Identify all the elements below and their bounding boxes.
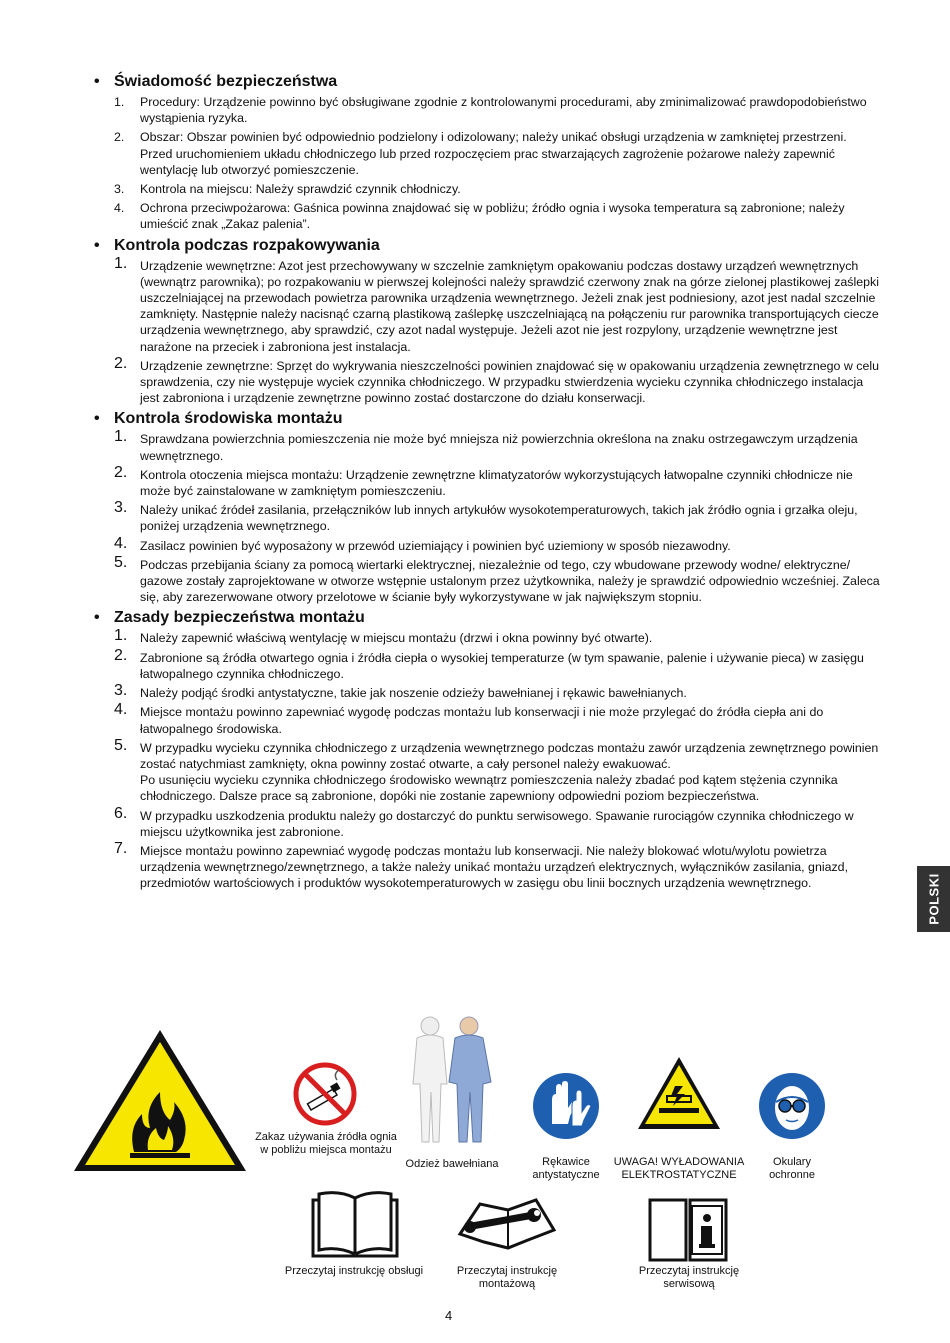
list-item <box>94 463 884 499</box>
section <box>94 236 884 407</box>
section-title <box>94 236 884 256</box>
list-item <box>94 682 884 701</box>
list-item <box>94 627 884 646</box>
bullet-icon: • <box>94 73 100 90</box>
item-number: 7. <box>114 839 128 857</box>
gloves-caption: Rękawice antystatyczne <box>532 1156 600 1181</box>
item-number: 2. <box>114 463 128 481</box>
language-tab <box>917 866 950 932</box>
item-text: Zasilacz powinien być wyposażony w przewód uziemiający i powinien być uziemiony w sposób niezawodny. <box>140 538 731 553</box>
item-number: 2. <box>114 646 128 664</box>
list-item <box>94 804 884 840</box>
list-item <box>94 254 884 355</box>
item-text: W przypadku uszkodzenia produktu należy go dostarczyć do punktu serwisowego. Spawanie rurociągów czynnika chłodniczego w miejscu użytkownika jest zabronione. <box>140 808 854 839</box>
item-text: Miejsce montażu powinno zapewniać wygodę podczas montażu lub konserwacji i nie może przylegać do źródła ciepła ani do łatwopalnego środowiska. <box>140 705 824 736</box>
item-text: Miejsce montażu powinno zapewniać wygodę podczas montażu lub konserwacji. Nie należy blokować wlotu/wylotu powietrza urządzenia wewnętrznego/zewnętrznego, a także należy unikać montażu urządzeń elektrycznych, wyłączników zasilania, gniazd, przedmiotów wartościowych i produktów wysokotemperaturowych w zasięgu obu linii bocznych urządzenia wewnętrznego. <box>140 843 849 891</box>
section <box>94 608 884 891</box>
document-body <box>94 72 884 895</box>
list-item <box>94 354 884 407</box>
item-text: Ochrona przeciwpożarowa: Gaśnica powinna znajdować się w pobliżu; źródło ognia i wysoka temperatura są zabronione; należy umieścić znak „Zakaz palenia”. <box>140 201 845 232</box>
item-text: Zabronione są źródła otwartego ognia i źródła ciepła o wysokiej temperaturze (w tym spawanie, palenie i używanie pieca) w zasięgu łatwopalnego czynnika chłodniczego. <box>140 650 864 681</box>
no-fire-icon <box>293 1062 357 1126</box>
item-text: Przed uruchomieniem układu chłodniczego lub przed rozpoczęciem prac stwarzających zagrożenie pożarowe należy zapewnić wentylację lub otworzyć pomieszczenie. <box>140 146 835 177</box>
section-title <box>94 409 884 429</box>
section-title <box>94 608 884 628</box>
goggles-caption: Okulary ochronne <box>769 1156 815 1181</box>
item-text: Należy unikać źródeł zasilania, przełączników lub innych artykułów wysokotemperaturowych, takich jak źródło ognia i grzałka oleju, poniżej urządzenia wewnętrznego. <box>140 503 858 534</box>
no-fire-caption: Zakaz używania źródła ognia w pobliżu miejsca montażu <box>255 1131 397 1156</box>
list-item <box>94 94 884 126</box>
language-tab-label: POLSKI <box>926 873 941 925</box>
list-item <box>94 428 884 463</box>
info-book-icon <box>648 1196 728 1262</box>
esd-caption: UWAGA! WYŁADOWANIA ELEKTROSTATYCZNE <box>613 1156 745 1181</box>
item-number: 1. <box>114 627 128 645</box>
item-text: Urządzenie zewnętrzne: Sprzęt do wykrywania nieszczelności powinien znajdować się w opakowaniu urządzenia zewnętrznego w celu sprawdzenia, czy nie występuje wyciek czynnika chłodniczego. W przypadku stwierdzenia wycieku czynnika chłodniczego instalacja jest zabroniona i urządzenie zewnętrzne powinno zostać dostarczone do działu konserwacji. <box>140 358 880 406</box>
item-text: Sprawdzana powierzchnia pomieszczenia nie może być mniejsza niż powierzchnia określona na znaku ostrzegawczym urządzenia wewnętrznego. <box>140 432 858 463</box>
read-operation-caption: Przeczytaj instrukcję obsługi <box>284 1265 424 1277</box>
section-title-text: Kontrola środowiska montażu <box>114 410 343 428</box>
item-text: Obszar: Obszar powinien być odpowiednio podzielony i odizolowany; należy unikać obsługi urządzenia w zamkniętej przestrzeni. <box>140 130 847 145</box>
item-number: 4. <box>114 201 125 216</box>
item-text: W przypadku wycieku czynnika chłodniczego z urządzenia wewnętrznego podczas montażu zawór urządzenia zewnętrznego powinien zostać natychmiast zamknięty, okna powinny zostać otwarte, a cały personel należy ewakuować. <box>140 740 879 771</box>
item-number: 2. <box>114 130 125 145</box>
item-number: 2. <box>114 354 128 372</box>
list-item <box>94 701 884 736</box>
list-item <box>94 646 884 682</box>
bullet-icon: • <box>94 236 100 254</box>
wrench-book-icon <box>458 1196 556 1252</box>
item-list <box>94 428 884 605</box>
bullet-icon: • <box>94 609 100 627</box>
item-text: Należy zapewnić właściwą wentylację w miejscu montażu (drzwi i okna powinny być otwarte). <box>140 631 653 646</box>
item-text: Podczas przebijania ściany za pomocą wiertarki elektrycznej, niezależnie od tego, czy wbudowane przewody wodne/ elektryczne/ gazowe zostały zaprojektowane w otworze wstępnie ustalonym przez użytkownika, należy je sprawdzić odpowiednio wcześniej. Zaleca się, aby zarezerwowane otwory przelotowe w ścianie były wykorzystywane w jak największym stopniu. <box>140 557 880 605</box>
list-item <box>94 839 884 892</box>
cotton-clothing-icon <box>405 1014 500 1144</box>
item-number: 5. <box>114 736 128 754</box>
item-number: 3. <box>114 682 128 700</box>
esd-warning-icon <box>637 1056 721 1130</box>
section-title-text: Zasady bezpieczeństwa montażu <box>114 609 365 627</box>
gloves-icon <box>532 1072 600 1140</box>
flammable-warning-icon <box>72 1028 248 1174</box>
item-number: 1. <box>114 254 128 272</box>
item-text: Urządzenie wewnętrzne: Azot jest przechowywany w szczelnie zamkniętym opakowaniu podczas dostawy urządzeń wewnętrznych (wewnątrz parownika); po rozpakowaniu w pierwszej kolejności należy sprawdzić czerwony znak na górze zielonej plastikowej zaślepki uszczelniającej na przewodach powietrza parownika urządzenia wewnętrznego. Jeżeli znak jest podniesiony, azot jest nadal szczelnie zamknięty. Następnie należy nacisnąć czarną plastikową zaślepkę uszczelniającą na połączeniu rur parownika transportujących ciecze urządzenia wewnętrznego, aby sprawdzić, czy azot nadal występuje. Jeżeli azot nie jest rozpylony, urządzenie wewnętrzne jest narażone na przeciek i zabroniona jest instalacja. <box>140 258 879 354</box>
page-number: 4 <box>445 1308 453 1323</box>
section <box>94 409 884 605</box>
book-icon <box>309 1190 401 1260</box>
section-title-text: Świadomość bezpieczeństwa <box>114 73 338 90</box>
list-item <box>94 200 884 232</box>
item-number: 1. <box>114 95 125 109</box>
item-text: Kontrola otoczenia miejsca montażu: Urządzenie zewnętrzne klimatyzatorów wykorzystujących łatwopalne czynniki chłodnicze nie może być zainstalowane w zamkniętym pomieszczeniu. <box>140 467 853 499</box>
item-number: 3. <box>114 182 125 197</box>
read-install-caption: Przeczytaj instrukcję montażową <box>456 1265 558 1290</box>
item-text: Kontrola na miejscu: Należy sprawdzić czynnik chłodniczy. <box>140 182 461 197</box>
list-item <box>94 499 884 534</box>
item-number: 6. <box>114 804 128 822</box>
item-list <box>94 254 884 407</box>
item-text: Należy podjąć środki antystatyczne, takie jak noszenie odzieży bawełnianej i rękawic bawełnianych. <box>140 686 687 701</box>
list-item <box>94 534 884 554</box>
item-list <box>94 94 884 233</box>
list-item <box>94 736 884 805</box>
list-item <box>94 181 884 197</box>
section <box>94 72 884 233</box>
item-list <box>94 627 884 891</box>
item-number: 3. <box>114 499 128 517</box>
item-number: 4. <box>114 701 128 719</box>
list-item <box>94 553 884 606</box>
section-title-text: Kontrola podczas rozpakowywania <box>114 236 380 254</box>
list-item <box>94 129 884 178</box>
read-service-caption: Przeczytaj instrukcję serwisową <box>638 1265 740 1290</box>
item-number: 5. <box>114 553 128 571</box>
cotton-clothing-caption: Odzież bawełniana <box>405 1158 499 1170</box>
item-text: Procedury: Urządzenie powinno być obsługiwane zgodnie z kontrolowanymi procedurami, aby zminimalizować prawdopodobieństwo wystąpienia ryzyka. <box>140 95 867 126</box>
goggles-icon <box>758 1072 826 1140</box>
item-number: 1. <box>114 428 128 446</box>
item-number: 4. <box>114 534 128 552</box>
item-text: Po usunięciu wycieku czynnika chłodniczego środowisko wewnątrz pomieszczenia należy zbadać pod kątem stężenia czynnika chłodniczego. Dalsze prace są zabronione, dopóki nie zostanie zapewniony odpowiedni poziom bezpieczeństwa. <box>140 773 838 804</box>
section-title <box>94 72 884 92</box>
bullet-icon: • <box>94 410 100 428</box>
